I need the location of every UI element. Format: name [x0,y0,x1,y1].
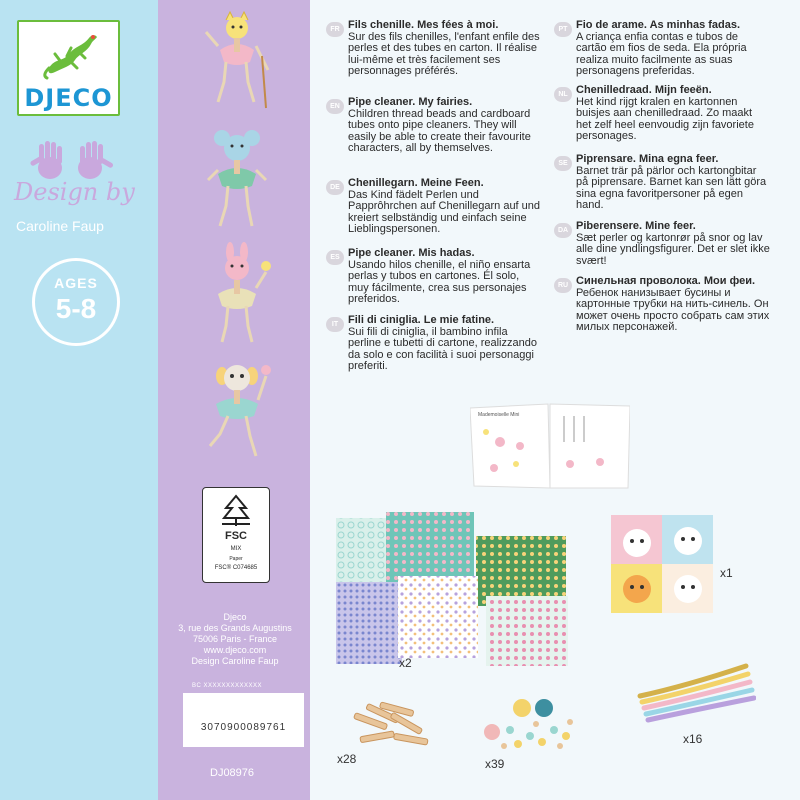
lang-body: Sæt perler og kartonrør på snor og lav alle dine yndlingsfigurer. Det er slet ikke svært! [576,231,770,267]
fairy-cat-illustration [200,10,272,114]
address-line: 75006 Paris - France [192,634,278,644]
instruction-booklet [470,402,630,490]
lang-title: Pipe cleaner. My fairies. [348,96,473,108]
lang-block-se [576,154,770,212]
lang-body: Sur des fils chenilles, l'enfant enfile des perles et des tubes en carton. Il réalise lui-même et très facilement ses personnages préférés. [348,30,540,78]
masks-quantity: x1 [720,566,733,580]
company-address [160,612,310,667]
lang-title: Синельная проволока. Мои феи. [576,275,756,287]
lang-block-it [348,315,542,373]
ages-label: AGES [54,275,98,291]
product-reference: DJ08976 [210,767,255,779]
lang-body: Het kind rijgt kralen en kartonnen buisjes aan chenilledraad. Zo maakt het zelf heel eenvoudig zijn favoriete personages. [576,95,754,143]
lang-code-de: DE [326,180,344,195]
lang-title: Fili di ciniglia. Le mie fatine. [348,314,495,326]
gecko-icon [41,28,101,80]
lang-block-ru [576,276,770,334]
fairy-mouse-illustration [200,126,272,230]
pipe-cleaners [636,656,756,730]
lang-block-da [576,221,770,267]
booklet-title: Mademoiselle Mini [478,412,520,418]
character-masks [611,515,713,613]
lang-code-it: IT [326,317,344,332]
lang-body: A criança enfia contas e tubos de cartão em fios de seda. Ela própria realiza muito facilmente as suas personagens preferidas. [576,30,747,78]
address-line: Design Caroline Faup [191,656,279,666]
lang-code-es: ES [326,250,344,265]
djeco-logo [17,20,120,116]
lang-block-nl [576,85,770,143]
fsc-name: FSC [225,530,247,542]
lang-block-es [348,248,542,306]
designer-name: Caroline Faup [16,218,104,234]
lang-body: Usando hilos chenille, el niño ensarta perlas y tubos en cartones. Él solo, muy fácilmente, crea sus personajes preferidos. [348,258,531,306]
chenilles-quantity: x16 [683,732,703,746]
bc-code: BC XXXXXXXXXXXXX [192,683,263,689]
lang-title: Pipe cleaner. Mis hadas. [348,247,475,259]
lang-code-ru: RU [554,278,572,293]
hands-icon [26,138,116,182]
address-line: Djeco [223,612,247,622]
lang-code-nl: NL [554,87,572,102]
patterned-papers [336,510,568,668]
lang-title: Fio de arame. As minhas fadas. [576,19,741,31]
fsc-code: FSC® C074685 [214,565,258,571]
lang-block-de [348,178,542,236]
fsc-mix: MIX [230,546,242,552]
ages-range: 5-8 [55,293,97,324]
lang-body: Sui fili di ciniglia, il bambino infila perline e tubetti di cartone, realizzando da solo e con facilità i suoi personaggi preferiti. [348,325,537,373]
lang-title: Piberensere. Mine feer. [576,220,696,232]
lang-body: Barnet trär på pärlor och kartongbitar på piprensare. Barnet kan sen lätt göra sina egna favoritpersoner på egen hand. [576,164,767,212]
cardboard-tubes [350,700,440,756]
lang-title: Chenillegarn. Meine Feen. [348,177,484,189]
lang-code-pt: PT [554,22,572,37]
left-strip [0,0,158,800]
tubes-quantity: x28 [337,752,357,766]
lang-code-fr: FR [326,22,344,37]
fsc-tree-icon [216,494,256,528]
lang-code-da: DA [554,223,572,238]
ages-badge [32,258,120,346]
brand-name: DJECO [24,84,113,112]
lang-body: Ребенок нанизывает бусины и картонные трубки на нить-синель. Он может очень просто собрать сам этих милых персонажей. [576,286,770,334]
lang-body: Children thread beads and cardboard tubes onto pipe cleaners. They will easily be able to create their favourite characters, all by themselves. [348,107,531,155]
website-link: www.djeco.com [203,645,267,655]
beads-quantity: x39 [485,757,505,771]
lang-title: Piprensare. Mina egna feer. [576,153,719,165]
fairy-dog-illustration [200,356,272,460]
lang-code-en: EN [326,99,344,114]
wooden-beads [482,696,582,756]
lang-title: Fils chenille. Mes fées à moi. [348,19,499,31]
fsc-paper: Paper [229,556,243,562]
papers-quantity: x2 [399,656,412,670]
lang-block-en [348,97,542,155]
lang-title: Chenilledraad. Mijn feeën. [576,84,712,96]
lang-block-pt [576,20,770,78]
address-line: 3, rue des Grands Augustins [178,623,292,633]
lang-code-se: SE [554,156,572,171]
lang-block-fr [348,20,542,78]
barcode [183,693,304,747]
lang-body: Das Kind fädelt Perlen und Papprôhrchen auf Chenillegarn auf und kreiert selbständig und einfach seine Lieblingspersonen. [348,188,541,236]
design-by-label: Design by [14,178,135,206]
barcode-number: 3070900089761 [200,722,287,733]
fsc-label [202,487,270,583]
fairy-bunny-illustration [200,242,272,346]
